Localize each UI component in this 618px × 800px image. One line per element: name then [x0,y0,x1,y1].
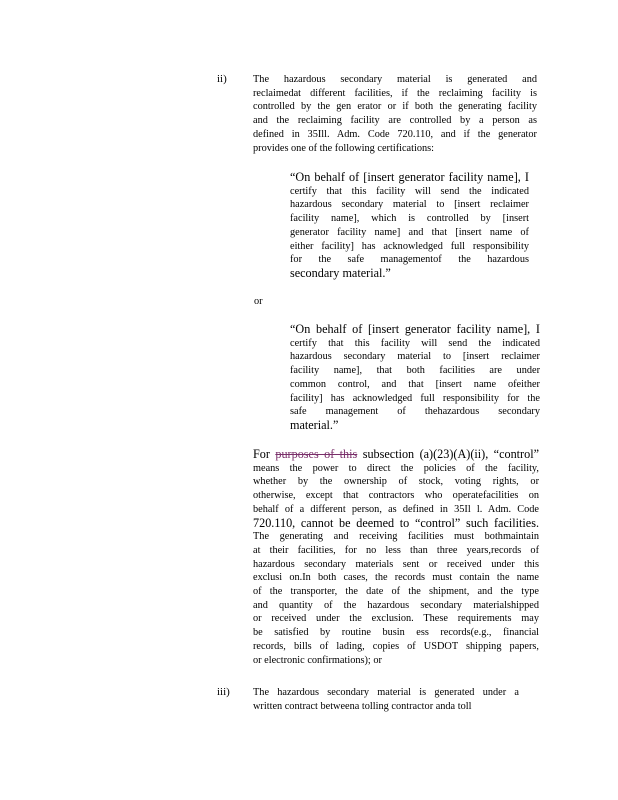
text-line: behalf of a different person, as defined in 35Il l. Adm. Code [253,503,539,515]
control-first-line: For purposes of this subsection (a)(23)(A)(ii), “control” [253,447,540,461]
text-line: facility name], which is controlled by [insert [290,213,529,225]
text-line: The hazardous secondary material is generated under a [253,687,519,698]
item-ii-paragraph [253,73,537,155]
text-line: certify that this facility will send the indicated [290,337,540,349]
text-line: generator facility name] and that [insert name of [290,226,529,238]
control-large-line: 720.110, cannot be deemed to “control” such facilities. [253,515,539,530]
certification-1-first-line: “On behalf of [insert generator facility name], I [290,170,529,184]
text-line: hazardous secondary material to [insert reclaimer [290,351,540,363]
text-line: The hazardous secondary material is generated and [253,74,537,85]
text-line: provides one of the following certifications: [253,142,435,154]
or-connector: or [254,296,263,307]
text-line: hazardous secondary material to [insert reclaimer [290,199,529,211]
text-line: exclusi on.In both cases, the records must contain the name [253,572,539,584]
text-line: and quantity of the hazardous secondary materialshipped [253,599,539,611]
text-line: reclaimedat different facilities, if the reclaiming facility is [253,87,537,99]
item-iii-last-line: written contract betweena tolling contractor anda toll [253,700,472,712]
item-marker-ii: ii) [217,73,227,85]
text-line: common control, and that [insert name ofeither [290,378,540,390]
text-line: safe management of thehazardous secondary [290,406,540,418]
text-line: of the transporter, the date of the shipment, and the type [253,586,539,598]
certification-1-last-line: secondary material.” [290,265,391,280]
text-line: whether by the ownership of stock, voting rights, or [253,476,539,488]
text-line: at their facilities, for no less than three years,records of [253,544,539,556]
text-line: otherwise, except that contractors who operatefacilities on [253,490,539,502]
control-definition-paragraph [253,448,539,667]
certification-2-first-line: “On behalf of [insert generator facility name], I [290,322,540,336]
struck-text: purposes of this [275,447,358,461]
control-last-line: or electronic confirmations); or [253,654,382,666]
text-line: records, bills of lading, copies of USDOT shipping papers, [253,640,539,652]
text-line: defined in 35Ill. Adm. Code 720.110, and if the generator [253,128,537,140]
text-line: hazardous secondary materials sent or received under this [253,558,539,570]
certification-2-last-line: material.” [290,417,339,432]
text-line: and the reclaiming facility are controlled by a person as [253,115,537,127]
item-marker-iii: iii) [217,686,230,698]
text-line: The generating and receiving facilities must bothmaintain [253,531,539,543]
certification-1 [290,171,529,281]
text-line: means the power to direct the policies of the facility, [253,462,539,474]
text-line: facility name], that both facilities are under [290,365,540,377]
certification-2 [290,323,540,433]
text-line: certify that this facility will send the indicated [290,185,529,197]
text-line: controlled by the gen erator or if both the generating facility [253,101,537,113]
text-line: be satisfied by routine busin ess records(e.g., financial [253,627,539,639]
text-line: for the safe managementof the hazardous [290,254,529,266]
text-line: facility] has acknowledged full responsibility for the [290,392,540,404]
text-line: or received under the exclusion. These requirements may [253,613,539,625]
item-iii-paragraph [253,686,519,713]
text-line: either facility] has acknowledged full responsibility [290,240,529,252]
